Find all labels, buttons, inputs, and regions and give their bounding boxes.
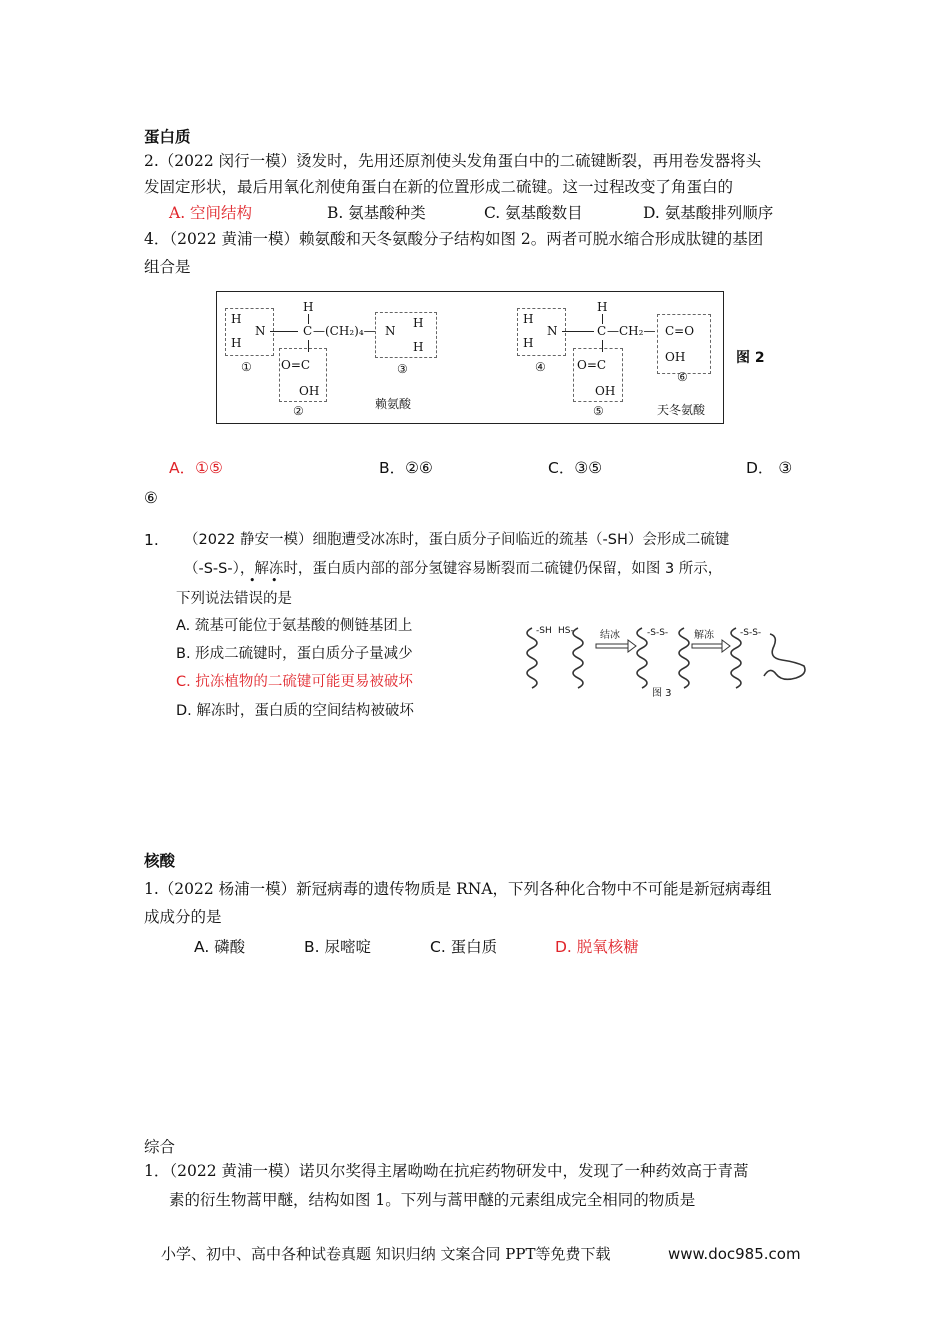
bond-line (270, 331, 298, 332)
q3-option-d[interactable]: D. 解冻时，蛋白质的空间结构被破坏 (176, 703, 414, 719)
atom-n: N (385, 324, 396, 338)
label-2: ② (293, 404, 304, 418)
fig3-sh: -SH (536, 626, 552, 636)
q2-line2: 组合是 (144, 258, 191, 276)
figure-3-label: 图 3 (652, 688, 672, 699)
bond-line (308, 314, 309, 324)
q3-line2: （-S-S-），解冻时，蛋白质内部的部分氢键容易断裂而二硫键仍保留，如图 3 所示， (184, 561, 723, 577)
q1-option-d[interactable]: D. 氨基酸排列顺序 (643, 204, 774, 222)
figure-3 (516, 620, 810, 698)
bond-line (308, 340, 309, 352)
group-oc: O=C (281, 358, 311, 372)
footer-url[interactable]: www.doc985.com (668, 1245, 801, 1263)
atom-n: N (255, 324, 266, 338)
chain-ch2-4: —(CH₂)₄— (313, 324, 376, 338)
group-6-box (657, 314, 711, 374)
fig3-hs: HS- (558, 626, 574, 636)
group-oh: OH (299, 384, 320, 398)
atom-h: H (303, 300, 314, 314)
atom-h: H (523, 336, 534, 350)
atom-h: H (413, 316, 424, 330)
atom-h: H (231, 312, 242, 326)
fig3-ss1: -S-S- (647, 628, 669, 638)
bond-line (562, 331, 594, 332)
atom-h: H (523, 312, 534, 326)
emphasis-dots: • • (249, 574, 284, 587)
protein-chain-4 (679, 628, 689, 688)
q3-option-a[interactable]: A. 巯基可能位于氨基酸的侧链基团上 (176, 618, 413, 634)
q4-option-c[interactable]: C. 蛋白质 (430, 938, 498, 956)
q4-option-a[interactable]: A. 磷酸 (194, 938, 246, 956)
thaw-arrow (692, 644, 722, 648)
label-4: ④ (535, 360, 546, 374)
protein-chain-2 (573, 628, 583, 688)
label-5: ⑤ (593, 404, 604, 418)
q2-line1: 4．（2022 黄浦一模）赖氨酸和天冬氨酸分子结构如图 2。两者可脱水缩合形成肽键的基团 (144, 230, 764, 248)
section-title-combined: 综合 (144, 1138, 176, 1156)
q4-option-b[interactable]: B. 尿嘧啶 (304, 938, 371, 956)
figure-2-frame (216, 291, 724, 424)
section-title-protein: 蛋白质 (144, 127, 191, 146)
q1-option-c[interactable]: C. 氨基酸数目 (484, 204, 583, 222)
freeze-arrow (596, 644, 628, 648)
bond-line (602, 340, 603, 352)
label-1: ① (241, 360, 252, 374)
q1-option-a[interactable]: A. 空间结构 (169, 204, 253, 222)
atom-c: C (597, 324, 607, 338)
label-6: ⑥ (677, 370, 688, 384)
q3-option-c[interactable]: C. 抗冻植物的二硫键可能更易被破坏 (176, 674, 413, 690)
atom-c: C (303, 324, 313, 338)
q2-option-d-wrap: ⑥ (144, 489, 158, 507)
lysine-name: 赖氨酸 (375, 397, 412, 411)
q3-option-b[interactable]: B. 形成二硫键时，蛋白质分子量减少 (176, 646, 413, 662)
group-co: C=O (665, 324, 695, 338)
q3-line1: （2022 静安一模）细胞遭受冰冻时，蛋白质分子间临近的巯基（-SH）会形成二硫键 (184, 532, 730, 548)
q1-option-b[interactable]: B. 氨基酸种类 (327, 204, 426, 222)
atom-n: N (547, 324, 558, 338)
q4-line1: 1.（2022 杨浦一模）新冠病毒的遗传物质是 RNA，下列各种化合物中不可能是新冠病毒组 (144, 880, 772, 898)
protein-chain-1 (527, 628, 537, 688)
q1-line1: 2.（2022 闵行一模）烫发时，先用还原剂使头发角蛋白中的二硫键断裂，再用卷发器将头 (144, 152, 762, 170)
aspartic-name: 天冬氨酸 (657, 403, 706, 417)
footer-text: 小学、初中、高中各种试卷真题 知识归纳 文案合同 PPT等免费下载 (161, 1245, 611, 1263)
q3-number: 1. (144, 531, 159, 549)
protein-chain-3 (637, 628, 647, 688)
q5-line1: 1．（2022 黄浦一模）诺贝尔奖得主屠呦呦在抗疟药物研发中，发现了一种药效高于青蒿 (144, 1162, 749, 1180)
bond-line (602, 314, 603, 324)
chain-ch2: —CH₂— (607, 324, 656, 338)
atom-h: H (413, 340, 424, 354)
q3-line3: 下列说法错误的是 (176, 591, 292, 607)
q4-line2: 成成分的是 (144, 908, 222, 926)
group-oh: OH (595, 384, 616, 398)
q5-line2: 素的衍生物蒿甲醚，结构如图 1。下列与蒿甲醚的元素组成完全相同的物质是 (169, 1191, 696, 1209)
q1-line2: 发固定形状，最后用氧化剂使角蛋白在新的位置形成二硫键。这一过程改变了角蛋白的 (144, 178, 734, 196)
q2-option-d[interactable]: D． ③ (746, 459, 793, 477)
q4-option-d[interactable]: D. 脱氧核糖 (555, 938, 639, 956)
fig3-ss2: -S-S- (740, 628, 762, 638)
section-title-nucleic: 核酸 (144, 851, 176, 870)
group-oc: O=C (577, 358, 607, 372)
q2-option-b[interactable]: B．②⑥ (379, 459, 433, 477)
fig3-freeze: 结冰 (600, 630, 620, 641)
fig3-thaw: 解冻 (694, 630, 714, 641)
figure-2-label: 图 2 (736, 350, 765, 366)
label-3: ③ (397, 362, 408, 376)
atom-h: H (231, 336, 242, 350)
q2-option-c[interactable]: C．③⑤ (548, 459, 603, 477)
group-oh: OH (665, 350, 686, 364)
q2-option-a[interactable]: A．①⑤ (169, 459, 223, 477)
protein-chain-unfolded (764, 634, 805, 679)
atom-h: H (597, 300, 608, 314)
